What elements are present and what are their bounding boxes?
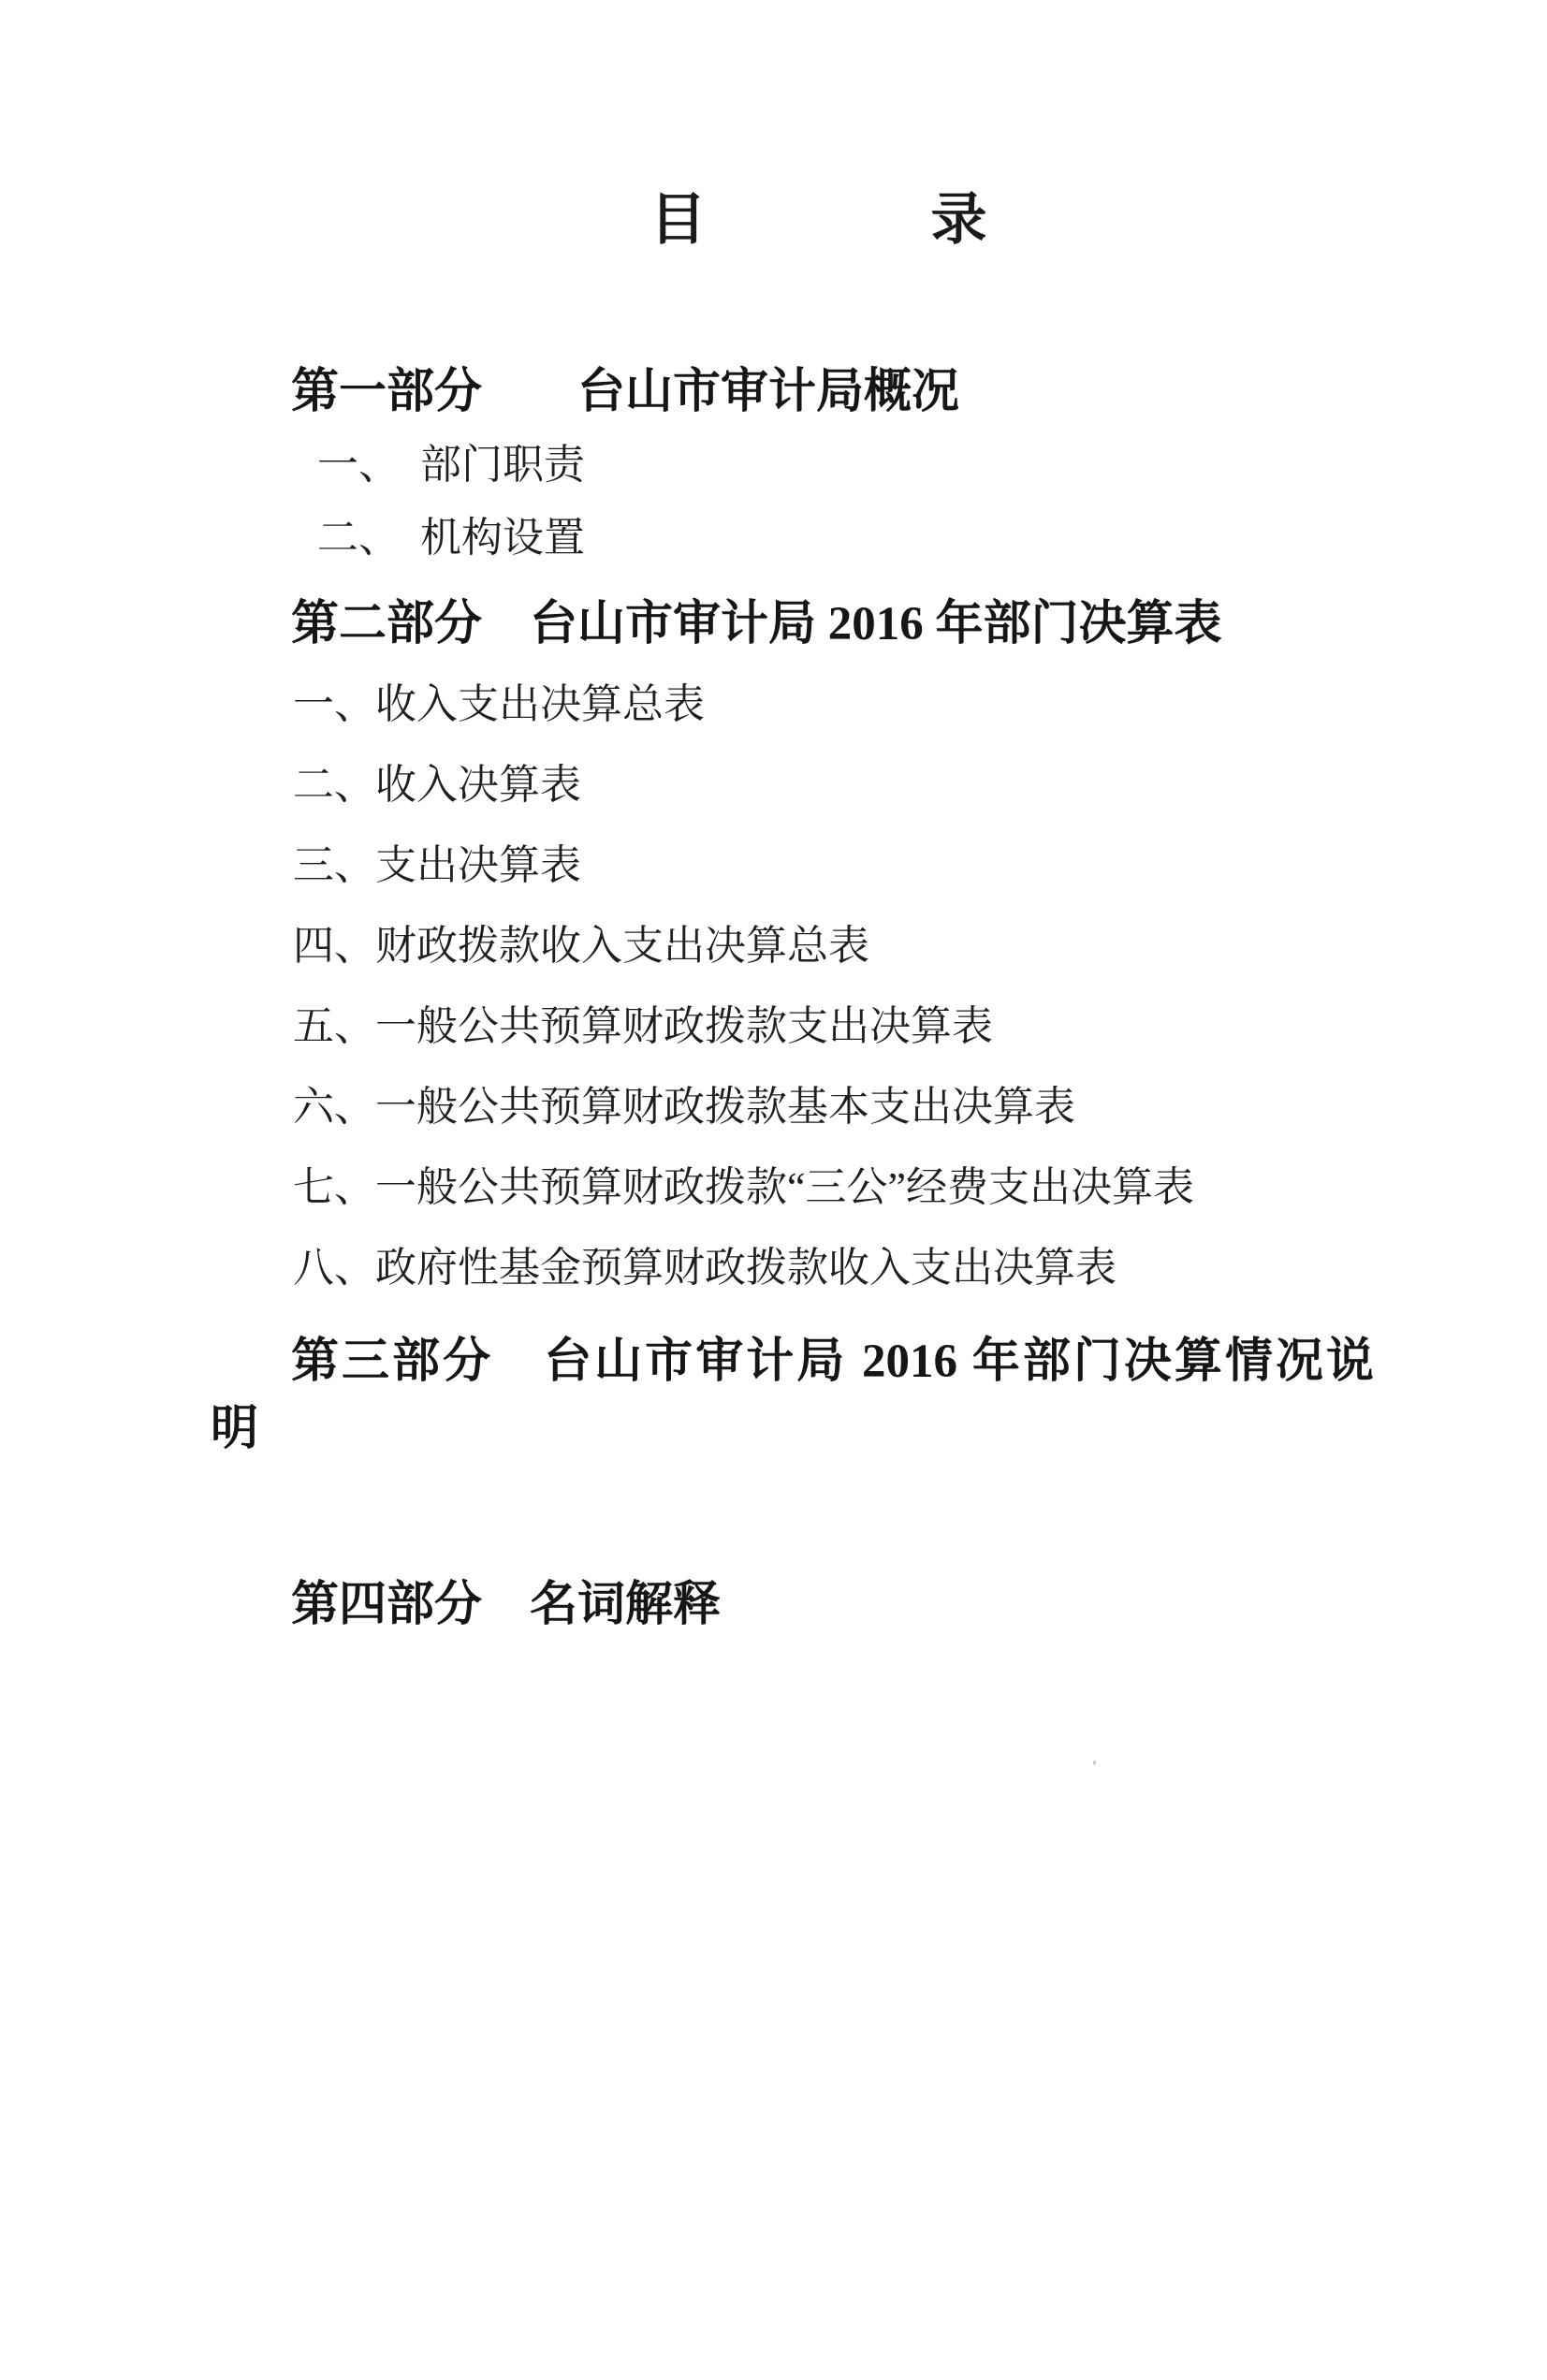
toc-item-part2-2: 二、收入决算表 (293, 762, 581, 808)
part4-heading: 第四部分 名词解释 (291, 1579, 722, 1631)
part2-heading: 第二部分 台山市审计局 2016 年部门决算表 (291, 598, 1222, 650)
toc-page (0, 188, 1547, 2380)
toc-item-part1-2: 二、 机构设置 (317, 515, 585, 561)
toc-item-part2-6: 六、一般公共预算财政拨款基本支出决算表 (293, 1084, 1075, 1130)
part3-heading-line1: 第三部分 台山市审计局 2016 年部门决算情况说 (291, 1336, 1374, 1388)
part3-heading-line2: 明 (211, 1403, 259, 1455)
toc-item-part2-8: 八、政府性基金预算财政拨款收入支出决算表 (293, 1245, 1116, 1291)
toc-item-part2-7: 七、一般公共预算财政拨款“三公”经费支出决算表 (293, 1164, 1195, 1210)
toc-item-part2-5: 五、一般公共预算财政拨款支出决算表 (293, 1003, 993, 1049)
scan-speck (1093, 1760, 1096, 1765)
part1-heading: 第一部分 台山市审计局概况 (291, 366, 960, 418)
toc-item-part2-3: 三、支出决算表 (293, 842, 581, 888)
toc-item-part2-1: 一、收入支出决算总表 (293, 681, 705, 727)
toc-item-part2-4: 四、财政拨款收入支出决算总表 (293, 923, 869, 969)
page-title: 目 录 (649, 188, 987, 251)
part3-heading (211, 1328, 1374, 1463)
toc-item-part1-1: 一、 部门职责 (317, 442, 585, 488)
